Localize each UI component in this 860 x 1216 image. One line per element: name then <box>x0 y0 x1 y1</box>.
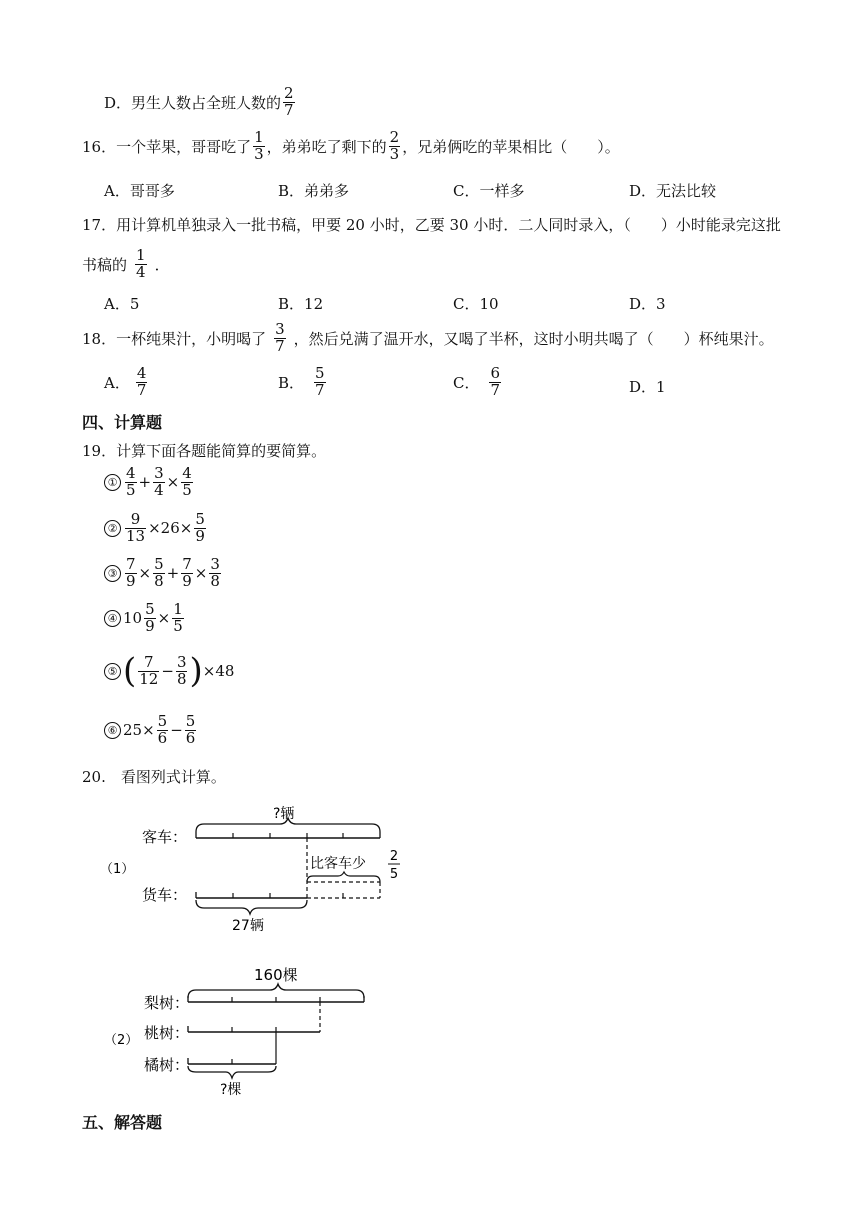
q17-stem-line1: 17．用计算机单独录入一批书稿，甲要 20 小时，乙要 30 小时．二人同时录入，（ ）小时能录完这批 <box>82 216 781 234</box>
brace-bottom <box>196 900 307 914</box>
q17-option-a: A．5 <box>104 295 140 313</box>
fraction: $\frac{5}{7}$ <box>315 364 325 399</box>
brace-bottom <box>188 1066 276 1078</box>
q19-expr-1: ① $\frac{4}{5}$ + $\frac{3}{4}$ × $\frac{4}{5}$ <box>104 466 195 499</box>
fraction: $\frac{1}{3}$ <box>254 128 264 163</box>
diagram-label-bottom: 27辆 <box>232 918 264 934</box>
q19-expr-3: ③ $\frac{7}{9}$ × $\frac{5}{8}$ + $\frac{7}{9}$ × $\frac{3}{8}$ <box>104 557 223 590</box>
diagram-2 <box>104 962 384 1104</box>
q18-option-d: D．1 <box>629 378 666 396</box>
q16-option-b: B．弟弟多 <box>278 182 350 200</box>
diagram-label-row3: 橘树： <box>144 1056 190 1074</box>
q16-option-a: A．哥哥多 <box>104 182 175 200</box>
diagram-note: 比客车少 <box>310 856 366 872</box>
section-title-5: 五、解答题 <box>82 1113 163 1132</box>
diagram-label-number: （2） <box>104 1033 139 1048</box>
q17-stem-line2: 书稿的 $\frac{1}{4}$ ． <box>82 246 170 281</box>
diagram-label-row1: 梨树： <box>144 994 190 1012</box>
diagram-label-top: 160棵 <box>254 966 298 984</box>
q19-stem: 19．计算下面各题能简算的要简算。 <box>82 442 327 460</box>
fraction: $\frac{4}{7}$ <box>136 364 147 399</box>
q19-expr-5: ⑤ ( $\frac{7}{12}$ − $\frac{3}{8}$ ) ×48 <box>104 654 234 688</box>
q16-option-d: D．无法比较 <box>629 182 717 200</box>
diagram-label-row2: 桃树： <box>144 1024 190 1042</box>
q19-expr-6: ⑥ 25× $\frac{5}{6}$ − $\frac{5}{6}$ <box>104 714 198 747</box>
diagram-1 <box>100 796 430 942</box>
fraction: $\frac{3}{7}$ <box>275 320 285 355</box>
q17-option-c: C．10 <box>453 295 499 313</box>
q17-option-b: B．12 <box>278 295 324 313</box>
q18-option-c: C． $\frac{6}{7}$ <box>453 364 501 399</box>
q18-option-b: B． $\frac{5}{7}$ <box>278 364 325 399</box>
q19-expr-4: ④ 10 $\frac{5}{9}$ × $\frac{1}{5}$ <box>104 602 186 635</box>
q16-stem: 16．一个苹果，哥哥吃了 $\frac{1}{3}$ ，弟弟吃了剩下的 $\frac{2}{3}$ ，兄弟俩吃的苹果相比（ ）。 <box>82 128 620 163</box>
diagram-label-row2: 货车： <box>142 886 188 904</box>
q18-option-a: A． $\frac{4}{7}$ <box>104 364 147 399</box>
fraction: $\frac{1}{4}$ <box>136 246 146 281</box>
fraction: $\frac{2}{7}$ <box>284 84 294 119</box>
diagram-label-row1: 客车： <box>142 828 188 846</box>
brace-note <box>307 872 380 882</box>
svg-text:2: 2 <box>389 849 399 864</box>
brace-top <box>188 984 364 998</box>
q16-option-c: C．一样多 <box>453 182 525 200</box>
diagram-label-top: ?辆 <box>273 806 295 822</box>
diagram-label-bottom: ?棵 <box>220 1082 242 1098</box>
diagram-label-number: （1） <box>100 862 135 877</box>
q19-expr-2: ② $\frac{9}{13}$ ×26× $\frac{5}{9}$ <box>104 512 208 545</box>
fraction: $\frac{6}{7}$ <box>490 364 501 399</box>
section-title-4: 四、计算题 <box>82 413 163 432</box>
fraction: $\frac{2}{3}$ <box>389 128 400 163</box>
q20-stem: 20. 看图列式计算。 <box>82 768 226 786</box>
q17-option-d: D．3 <box>629 295 666 313</box>
svg-text:5: 5 <box>389 867 399 882</box>
q15-option-d: D．男生人数占全班人数的 $\frac{2}{7}$ <box>104 84 294 119</box>
q18-stem: 18．一杯纯果汁，小明喝了 $\frac{3}{7}$ ，然后兑满了温开水，又喝了半杯，这时小明共喝了（ ）杯纯果汁。 <box>82 320 774 355</box>
